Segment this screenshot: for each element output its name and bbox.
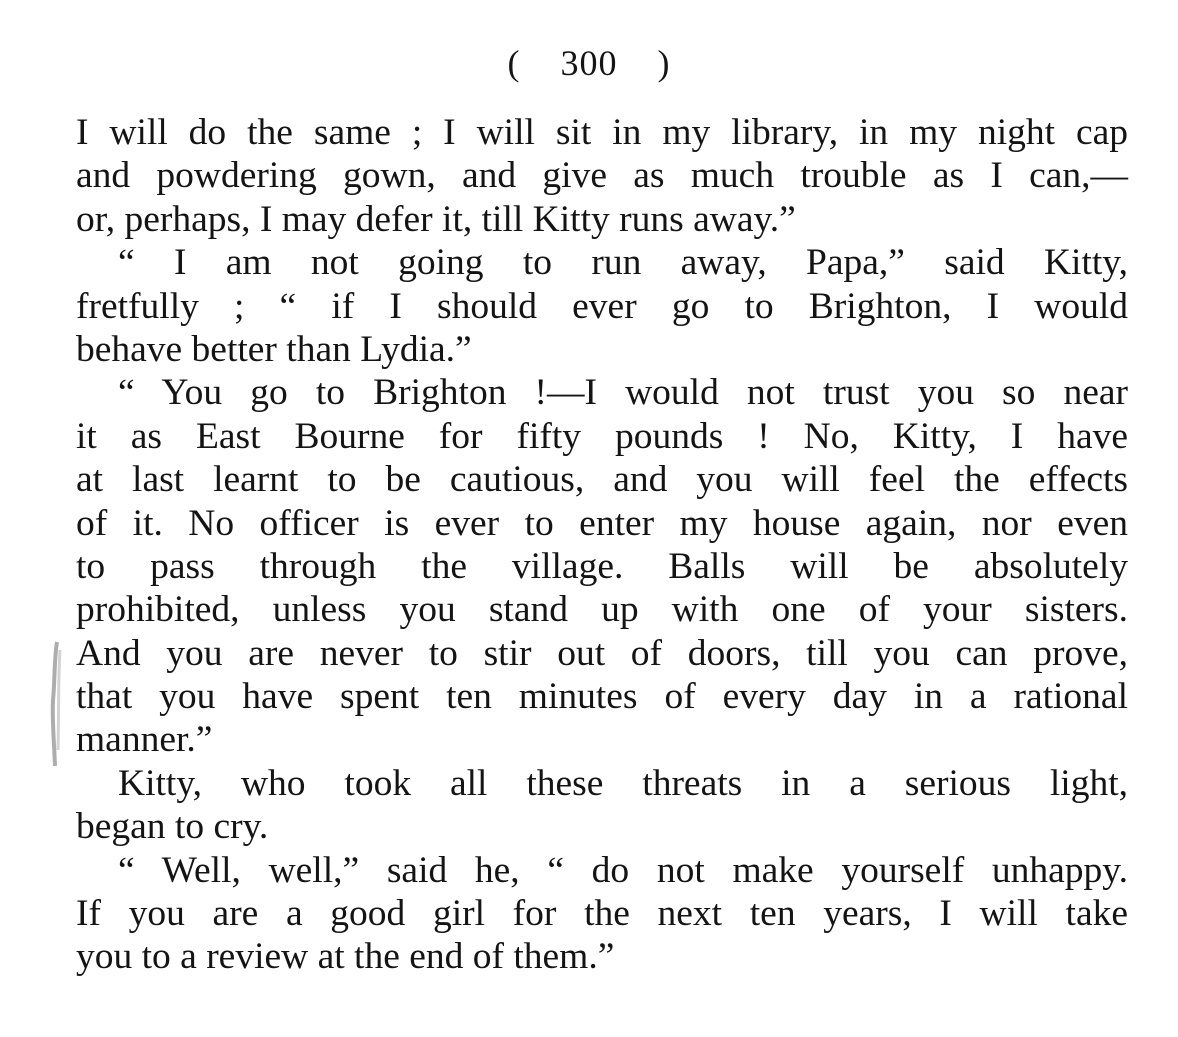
text-line: Kitty, who took all these threats in a serious light, [118, 762, 1128, 804]
text-line: to pass through the village. Balls will be absolutely [76, 545, 1128, 587]
text-line: you to a review at the end of them.” [76, 936, 615, 978]
page-number: ( 300 ) [507, 43, 671, 83]
text-line: prohibited, unless you stand up with one of your sisters. [76, 589, 1128, 631]
text-line: that you have spent ten minutes of every day in a rational [76, 676, 1128, 718]
text-line: “ You go to Brighton !—I would not trust you so near [118, 372, 1128, 414]
text-line: And you are never to stir out of doors, till you can prove, [76, 632, 1128, 674]
text-line: “ Well, well,” said he, “ do not make yourself unhappy. [118, 849, 1128, 891]
text-line: began to cry. [76, 806, 269, 848]
text-line: manner.” [76, 719, 213, 761]
text-line: I will do the same ; I will sit in my library, in my night cap [76, 112, 1128, 153]
text-line: and powdering gown, and give as much trouble as I can,— [76, 155, 1128, 197]
margin-scan-mark [48, 640, 64, 770]
text-line: at last learnt to be cautious, and you will feel the effects [76, 459, 1128, 501]
text-line: of it. No officer is ever to enter my house again, nor even [76, 502, 1128, 544]
text-line: it as East Bourne for fifty pounds ! No, Kitty, I have [76, 415, 1128, 457]
body-text [76, 111, 1128, 979]
text-line: If you are a good girl for the next ten years, I will take [76, 893, 1128, 935]
text-line: behave better than Lydia.” [76, 328, 472, 370]
text-line: “ I am not going to run away, Papa,” said Kitty, [118, 242, 1128, 284]
text-line: fretfully ; “ if I should ever go to Brighton, I would [76, 285, 1128, 327]
text-line: or, perhaps, I may defer it, till Kitty runs away.” [76, 198, 796, 240]
